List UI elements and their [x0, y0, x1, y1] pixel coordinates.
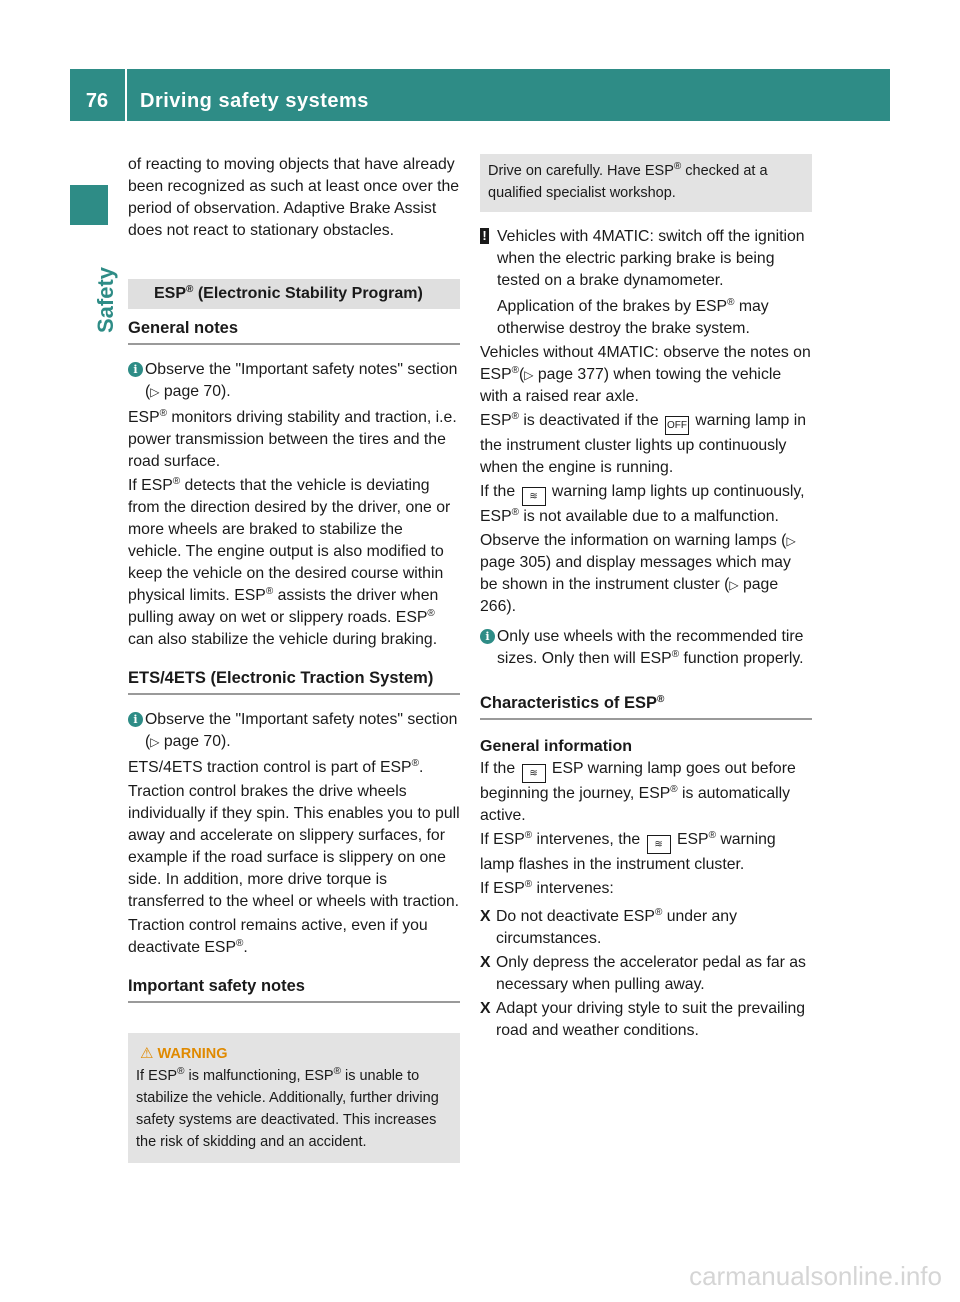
section-marker — [70, 185, 108, 225]
paragraph: Observe the information on warning lamps (▷ page 305) and display messages which may be shown in the instrument cluster (▷ page 266). — [480, 532, 796, 615]
list-item: X Adapt your driving style to suit the prevailing road and weather conditions. — [480, 1000, 806, 1039]
watermark: carmanualsonline.info — [689, 1261, 942, 1291]
warning-header: ⚠ WARNING — [140, 1045, 228, 1062]
esp-off-warning-lamp-icon: OFF — [665, 416, 689, 435]
page-link[interactable]: page 305) and display messages which may be shown in the instrument cluster ( — [480, 554, 791, 593]
esp-warning-lamp-icon: ≋ — [522, 487, 546, 506]
paragraph: Traction control brakes the drive wheels individually if they spin. This enables you to pull away and accelerate on slippery surfaces, for example if the road surface is slippery on one side. In addition, more drive torque is transferred to the wheel or wheels with traction. — [128, 783, 460, 910]
ets-heading: ETS/4ETS (Electronic Traction System) — [128, 667, 460, 695]
caution-icon: ! — [480, 228, 489, 244]
paragraph: Traction control remains active, even if you deactivate ESP®. — [128, 917, 428, 956]
list-item: X Do not deactivate ESP® under any circumstances. — [480, 907, 737, 947]
list-item: X Only depress the accelerator pedal as far as necessary when pulling away. — [480, 954, 806, 993]
intro-paragraph: of reacting to moving objects that have already been recognized as such at least once over the period of observation. Adaptive Brake Assist does not react to stationary obstacles. — [128, 156, 460, 239]
page-ref-arrow-icon: ▷ — [786, 534, 796, 548]
page-link[interactable]: page 266). — [480, 576, 779, 615]
paragraph: If ESP® detects that the vehicle is deviating from the direction desired by the driver, one or more wheels are braked to stabilize the vehicle. The engine output is also modified to keep the vehicle on the desired course within physical limits. ESP® assists the driver when pulling away on wet or slippery roads. ESP® can also stabilize the vehicle during braking. — [128, 476, 451, 648]
warning-text: If ESP® is malfunctioning, ESP® is unable to stabilize the vehicle. Additionally, further driving safety systems are deactivated. This increases the risk of skidding and an accident. — [136, 1066, 439, 1150]
page-ref-arrow-icon: ▷ — [729, 578, 739, 592]
info-icon: i — [480, 629, 495, 644]
info-note: i Only use wheels with the recommended tire sizes. Only then will ESP® function properly. — [480, 626, 812, 670]
general-notes-heading: General notes — [128, 317, 460, 345]
esp-warning-lamp-icon: ≋ — [522, 764, 546, 783]
right-column — [480, 154, 812, 1044]
esp-warning-lamp-icon: ≋ — [647, 835, 671, 854]
instruction-list — [480, 906, 812, 1042]
page-ref-arrow-icon: ▷ — [150, 385, 160, 399]
page-ref-arrow-icon: ▷ — [524, 368, 534, 382]
characteristics-heading: Characteristics of ESP® — [480, 692, 812, 720]
general-information-heading: General information — [480, 738, 633, 755]
side-tab-label: Safety — [93, 266, 118, 334]
header-divider — [125, 69, 127, 121]
paragraph: If the ≋ ESP warning lamp goes out before beginning the journey, ESP® is automatically active. — [480, 760, 796, 824]
important-safety-heading: Important safety notes — [128, 975, 460, 1003]
warning-box-continued: Drive on carefully. Have ESP® checked at a qualified specialist workshop. — [480, 154, 812, 212]
registered-mark: ® — [186, 284, 194, 295]
page-link[interactable]: page 70). — [159, 733, 231, 750]
page-ref-arrow-icon: ▷ — [150, 735, 160, 749]
info-note: i Observe the "Important safety notes" section (▷ page 70). — [128, 709, 460, 753]
step-marker-icon: X — [480, 908, 491, 925]
info-note: i Observe the "Important safety notes" section (▷ page 70). — [128, 359, 460, 403]
paragraph: ESP® is deactivated if the OFF warning lamp in the instrument cluster lights up continuously when the engine is running. — [480, 411, 807, 476]
paragraph: ETS/4ETS traction control is part of ESP®. — [128, 758, 424, 776]
step-marker-icon: X — [480, 1000, 491, 1017]
warning-box — [128, 1033, 460, 1163]
paragraph: ESP® monitors driving stability and traction, i.e. power transmission between the tires and the road surface. — [128, 408, 457, 470]
esp-section-heading: ESP® (Electronic Stability Program) — [128, 279, 460, 309]
paragraph: If the ≋ warning lamp lights up continuously, ESP® is not available due to a malfunction. — [480, 483, 805, 525]
paragraph: Vehicles without 4MATIC: observe the notes on ESP®(▷ page 377) when towing the vehicle with a raised rear axle. — [480, 344, 811, 405]
info-icon: i — [128, 712, 143, 727]
page-number: 76 — [85, 90, 109, 112]
warning-triangle-icon: ⚠ — [140, 1045, 154, 1062]
step-marker-icon: X — [480, 954, 491, 971]
paragraph: If ESP® intervenes, the ≋ ESP® warning lamp flashes in the instrument cluster. — [480, 830, 776, 873]
page-link[interactable]: page 377) when towing the vehicle with a raised rear axle. — [480, 366, 782, 405]
chapter-title: Driving safety systems — [140, 90, 369, 112]
page-link[interactable]: page 70). — [159, 383, 231, 400]
left-column — [128, 154, 460, 1163]
paragraph: If ESP® intervenes: — [480, 879, 614, 897]
info-icon: i — [128, 362, 143, 377]
caution-note: ! Vehicles with 4MATIC: switch off the ignition when the electric parking brake is being tested on a brake dynamometer. Application of the brakes by ESP® may otherwise destroy the brake system. — [480, 226, 812, 340]
